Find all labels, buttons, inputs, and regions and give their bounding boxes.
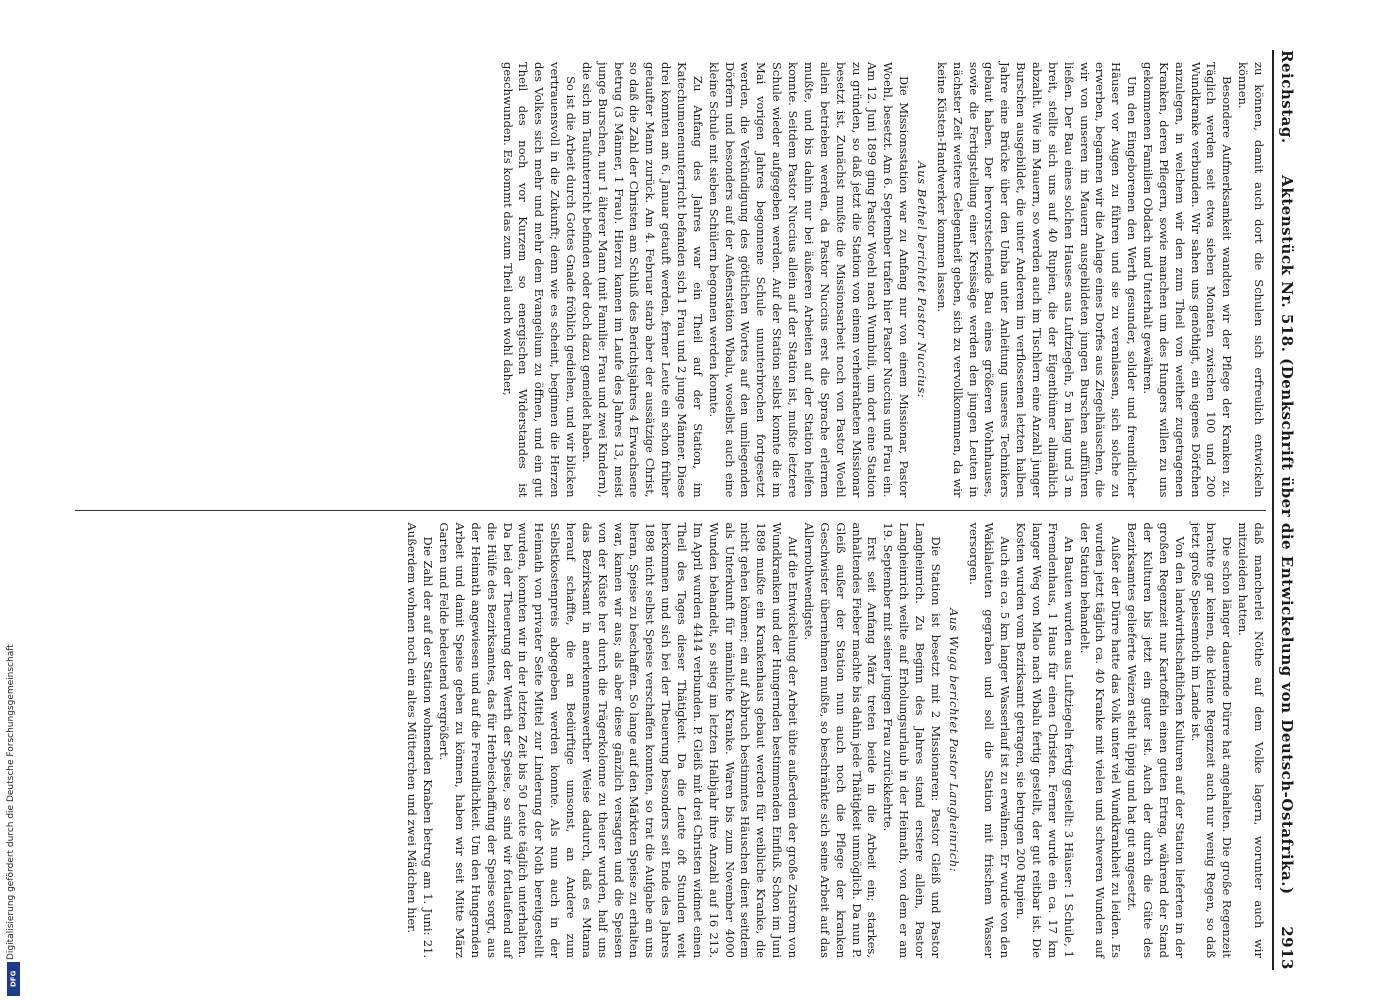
paragraph: Zu Anfang des Jahres war ein Theil auf der Station, im Katechumenenunterricht befanden sich 1 Frau und 2 junge Männer. Diese drei konnten am 6. Januar getauft werden, ferner Leute ein schon früher getaufter Mann zurück. Am 4. Februar starb aber der aussätzige Christ, so daß die Zahl der Christen am Schluß des Berichtsjahres 4 Erwachsene betrug (3 Männer, 1 Frau). Hierzu kamen im Laufe des Jahres 13, meist junge Burschen, nur 1 älterer Mann (mit Familie: Frau und zwei Kindern), die sich im Taufunterricht befinden oder doch dazu gemeldet haben.	[579, 62, 705, 498]
credit-text: Digitalisierung gefördert durch die Deutsche Forschungsgemeinschaft	[6, 644, 16, 960]
paragraph: Die Missionsstation war zu Anfang nur von einem Missionar, Pastor Woehl, besetzt. Am 6. September trafen hier Pastor Nuccius und Frau ein. Am 12. Juni 1899 ging Pastor Woehl nach Wumbuli, um dort eine Station zu gründen, so daß jetzt die Station von einem verheiratheten Missionar besetzt ist. Zunächst mußte die Missionsarbeit noch von Pastor Woehl allein betrieben werden, da Pastor Nuccius erst die Sprache erlernen mußte, und bis dahin nur bei äußeren Arbeiten auf der Station helfen konnte. Seitdem Pastor Nuccius allein auf der Station ist, mußte letztere Schule wieder aufgegeben werden. Auf der Station selbst konnte die im Mai vorigen Jahres begonnene Schule ununterbrochen fortgesetzt werden, die Verkündigung des göttlichen Wortes auf den umliegenden Dörfern und besonders auf der Außenstation Wbalu, woselbst auch eine kleine Schule mit sieben Schülern begonnen werden konnte.	[706, 62, 912, 498]
text-columns	[75, 50, 1266, 970]
paragraph: Um den Eingeborenen den Werth gesunder, solider und freundlicher Häuser vor Augen zu führen und sie zu veranlassen, sich solche zu erwerben, begannen wir die Anlage eines Dorfes aus Ziegelhäuschen, die wir von unseren im Mauern ausgebildeten jungen Burschen aufführen ließen. Der Bau eines solchen Hauses aus Luftziegeln, 5 m lang und 3 m breit, stellte sich uns auf 40 Rupien, die der Eigenthümer allmählich abzahlt. Wie im Mauern, so werden auch im Tischlern eine Anzahl junger Burschen ausgebildet, die unter Anderem im verflossenen letzten halben Jahre eine Brücke über den Umba unter Anleitung unseres Technikers gebaut haben. Der hervorstechende Bau eines größeren Wohnhauses, sowie die Fertigstellung einer Kreissäge werden den jungen Leuten in nächster Zeit weitere Gelegenheit geben, sich zu vervollkommnen, da wir keine Küsten-Handwerker kommen lassen.	[934, 62, 1140, 498]
paragraph: Auf die Entwickelung der Arbeit übte außerdem der große Zustrom von Wundkranken und der Hungernden bestimmenden Einfluß. Schon im Juni 1898 mußte ein Krankenhaus gebaut werden für weibliche Kranke, die nicht gehen können; ein auf Abbruch bestimmtes Häuschen dient seitdem als Unterkunft für männliche Kranke. Waren bis zum November 4000 Wunden behandelt, so stieg im letzten Halbjahr ihre Anzahl auf 16 213. Im April wurden 4414 verbunden. P. Gleiß mit drei Christen widmet einen Theil des Tages dieser Thätigkeit. Da die Leute oft Stunden weit herkommen und sich bei der Theuerung besonders seit Ende des Jahres 1898 nicht selbst Speise verschaffen konnten, so trat die Aufgabe an uns heran, Speise zu beschaffen. So lange auf den Märkten Speise zu erhalten war, kamen wir aus; als aber diese gänzlich versagten und die Speisen von der Küste her durch die Trägerkolonne zu theuer wurden, half uns das Bezirksamt in anerkennenswerther Weise dadurch, daß es Mtama herauf schaffte, die an Bedürftige umsonst, an Andere zum Selbstkostenpreis abgegeben werden konnte. Als nun auch in der Heimath von privater Seite Mittel zur Linderung der Noth bereitgestellt wurden, konnten wir in der letzten Zeit bis 50 Leute täglich unterhalten. Da bei der Theuerung der Werth der Speise, so sind wir fortlaufend auf die Hülfe des Bezirksamtes, das für Herbeischaffung der Speise sorgt, aus der Heimath angewiesen und auf die Freundlichkeit. Um den Hungernden Arbeit und damit Speise geben zu können, haben wir seit Mitte März Garten und Felde bedeutend vergrößert.	[437, 522, 801, 958]
section-subhead: Aus Bethel berichtet Pastor Nuccius:	[914, 161, 929, 399]
paragraph: Außer der Dürre hatte das Volk unter viel Wundkrankheit zu leiden. Es wurden jetzt täglich ca. 40 Kranke mit vielen und schweren Wunden auf der Station behandelt.	[1077, 522, 1124, 958]
paragraph: Die schon länger dauernde Dürre hat angehalten. Die große Regenzeit brachte gar keinen, die kleine Regenzeit auch nur wenig Regen, so daß jetzt große Speisennoth im Lande ist.	[1188, 522, 1235, 958]
paragraph: Besondere Aufmerksamkeit wandten wir der Pflege der Kranken zu. Täglich werden seit etwa sieben Monaten zwischen 100 und 200 Wundkranke verbunden. Wir sahen uns genöthigt, ein eigenes Dörfchen anzulegen, in welchem wir den zum Theil von weither zugetragenen Kranken, deren Pflegern, sowie manchen um des Hungers willen zu uns gekommenen Familien Obdach und Unterhalt gewähren.	[1140, 62, 1235, 498]
paragraph: Die Zahl der auf der Station wohnenden Knaben betrug am 1. Juni: 21. Außerdem wohnen noch ein altes Mütterchen und zwei Mädchen hier.	[405, 522, 436, 958]
header-title: Aktenstück Nr. 518. (Denkschrift über die Entwickelung von Deutsch-Ostafrika.)	[1278, 175, 1296, 895]
newspaper-page	[75, 40, 1300, 980]
paragraph: An Bauten wurden aus Luftziegeln fertig gestellt: 3 Häuser: 1 Schule, 1 Fremdenhaus, 1 Haus für einen Christen. Ferner wurde ein ca. 17 km langer Weg von Mlao nach Wbalu fertig gestellt, der gut reitbar ist. Die Kosten wurden vom Bezirksamt getragen, sie betrugen 200 Rupien.	[1014, 522, 1076, 958]
header-left: Reichstag.	[1278, 50, 1296, 144]
section-subhead: Aus Wuga berichtet Pastor Langheinrich:	[946, 608, 961, 873]
paragraph: Die Station ist besetzt mit 2 Missionaren: Pastor Gleiß und Pastor Langheinrich. Zu Beginn des Jahres stand erstere allein, Pastor Langheinrich weilte auf Erholungsurlaub in der Heimath, von dem er am 19. September mit seiner jungen Frau zurückkehrte.	[881, 522, 943, 958]
paragraph: So ist die Arbeit durch Gottes Gnade fröhlich gediehen, und wir blicken vertrauensvoll in die Zukunft; denn wie es scheint, beginnen die Herzen des Volkes sich mehr und mehr dem Evangelium zu öffnen, und ein gut Theil des noch vor Kurzem so energischen Widerstandes ist geschwunden. Es kommt das zum Theil auch wohl daher,	[500, 62, 579, 498]
column-right	[75, 510, 1266, 971]
paragraph: daß mancherlei Nöthe auf dem Volke lagern, worunter auch wir mitzuleiden hatten.	[1236, 522, 1266, 958]
paragraph: Erst seit Anfang März treten beide in die Arbeit ein; starkes, anhaltendes Fieber machte bis dahin jede Thätigkeit unmöglich. Da nun P. Gleiß außer der Station nun auch noch die Pflege der kranken Geschwister übernehmen mußte, so beschränkte sich seine Arbeit auf das Allernothwendigste.	[801, 522, 880, 958]
page-header	[1272, 50, 1300, 970]
paragraph: zu können, damit auch dort die Schulen sich erfreulich entwickeln können.	[1236, 62, 1266, 498]
dfg-logo: DFG	[7, 962, 20, 996]
page-number: 2913	[1278, 926, 1296, 970]
paragraph: Auch ein ca. 5 km langer Wasserlauf ist zu erwähnen. Er wurde von den Wakilaleuten gegraben und soll die Station mit frischem Wasser versorgen.	[966, 522, 1013, 958]
paragraph: Von den landwirthschaftlichen Kulturen auf der Station lieferten in der großen Regenzeit nur Kartoffeln einen guten Ertrag, während der Stand der Kulturen bis jetzt ein guter ist. Auch der durch die Güte des Bezirksamtes gelieferte Weizen steht üppig und hat gut angesetzt.	[1125, 522, 1187, 958]
column-left	[75, 50, 1266, 510]
digitization-credit	[4, 0, 18, 1000]
rotated-page	[75, 40, 1300, 980]
